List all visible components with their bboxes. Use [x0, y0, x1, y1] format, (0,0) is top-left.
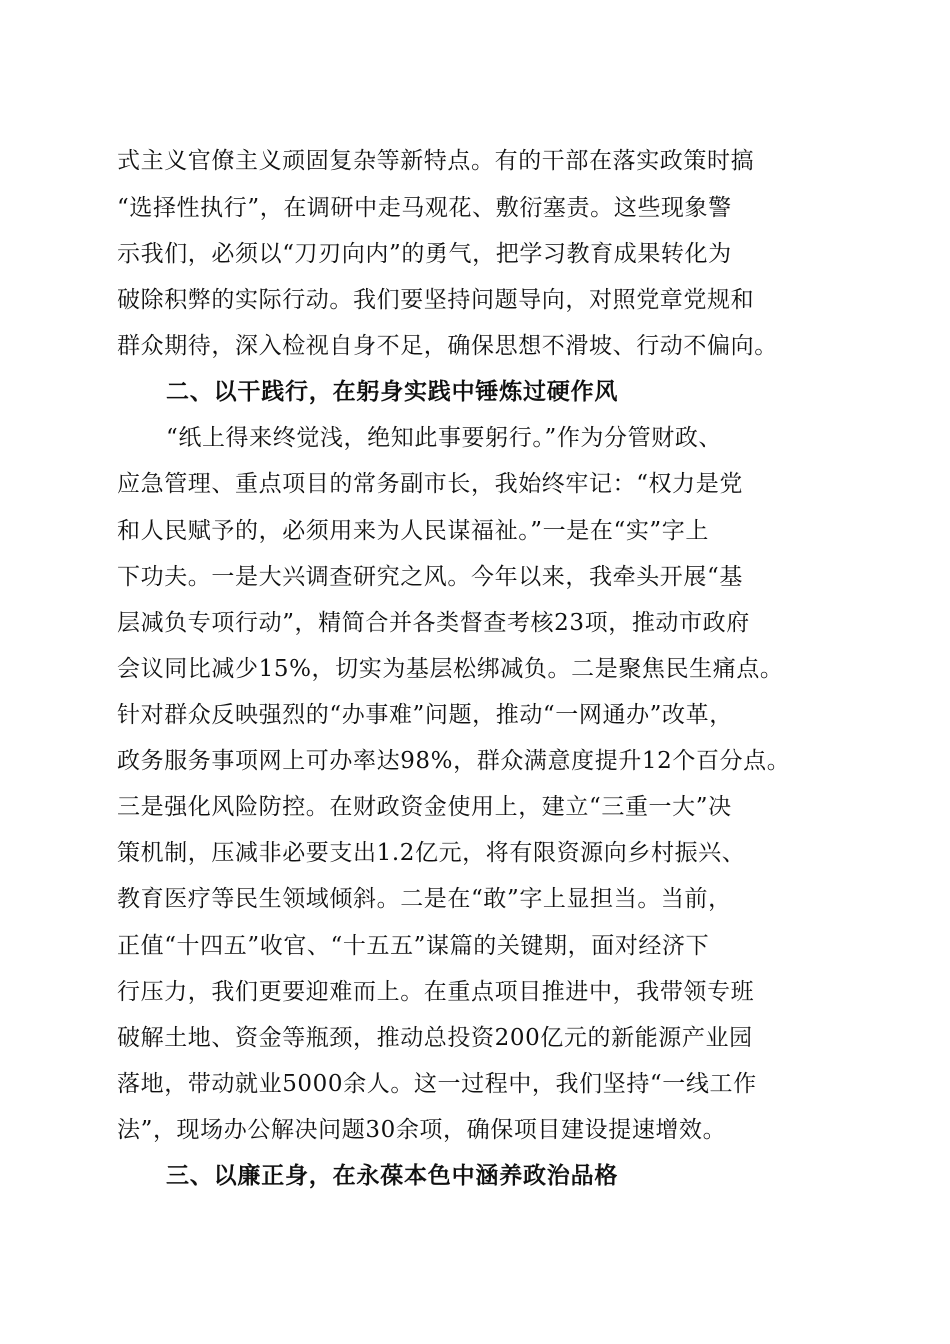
paragraph-2-line-10: 策机制，压减非必要支出1.2亿元，将有限资源向乡村振兴、 — [117, 840, 746, 866]
paragraph-1-line-5: 群众期待，深入检视自身不足，确保思想不滑坡、行动不偏向。 — [117, 333, 778, 359]
paragraph-2-line-9: 三是强化风险防控。在财政资金使用上，建立“三重一大”决 — [117, 794, 732, 820]
paragraph-1-line-2: “选择性执行”，在调研中走马观花、敷衍塞责。这些现象警 — [117, 195, 732, 221]
paragraph-2-line-16: 法”，现场办公解决问题30余项，确保项目建设提速增效。 — [117, 1117, 727, 1143]
paragraph-2-line-12: 正值“十四五”收官、“十五五”谋篇的关键期，面对经济下 — [117, 933, 710, 959]
paragraph-1-line-3: 示我们，必须以“刀刃向内”的勇气，把学习教育成果转化为 — [117, 241, 732, 267]
section-heading-3: 三、以廉正身，在永葆本色中涵养政治品格 — [166, 1163, 619, 1189]
paragraph-2-line-3: 和人民赋予的，必须用来为人民谋福祉。”一是在“实”字上 — [117, 518, 709, 544]
paragraph-2-line-1: “纸上得来终觉浅，绝知此事要躬行。”作为分管财政、 — [166, 425, 723, 451]
paragraph-2-line-7: 针对群众反映强烈的“办事难”问题，推动“一网通办”改革， — [117, 702, 733, 728]
paragraph-2-line-2: 应急管理、重点项目的常务副市长，我始终牢记：“权力是党 — [117, 471, 743, 497]
paragraph-2-line-5: 层减负专项行动”，精简合并各类督查考核23项，推动市政府 — [117, 610, 750, 636]
paragraph-2-line-8: 政务服务事项网上可办率达98%，群众满意度提升12个百分点。 — [117, 748, 791, 774]
paragraph-2-line-13: 行压力，我们更要迎难而上。在重点项目推进中，我带领专班 — [117, 979, 755, 1005]
paragraph-2-line-14: 破解土地、资金等瓶颈，推动总投资200亿元的新能源产业园 — [117, 1025, 753, 1051]
paragraph-2-line-6: 会议同比减少15%，切实为基层松绑减负。二是聚焦民生痛点。 — [117, 656, 784, 682]
paragraph-1-line-1: 式主义官僚主义顽固复杂等新特点。有的干部在落实政策时搞 — [117, 148, 755, 174]
paragraph-2-line-15: 落地，带动就业5000余人。这一过程中，我们坚持“一线工作 — [117, 1071, 757, 1097]
paragraph-2-line-11: 教育医疗等民生领域倾斜。二是在“敢”字上显担当。当前， — [117, 886, 732, 912]
section-heading-2: 二、以干践行，在躬身实践中锤炼过硬作风 — [166, 379, 619, 405]
paragraph-1-line-4: 破除积弊的实际行动。我们要坚持问题导向，对照党章党规和 — [117, 287, 755, 313]
paragraph-2-line-4: 下功夫。一是大兴调查研究之风。今年以来，我牵头开展“基 — [117, 564, 743, 590]
